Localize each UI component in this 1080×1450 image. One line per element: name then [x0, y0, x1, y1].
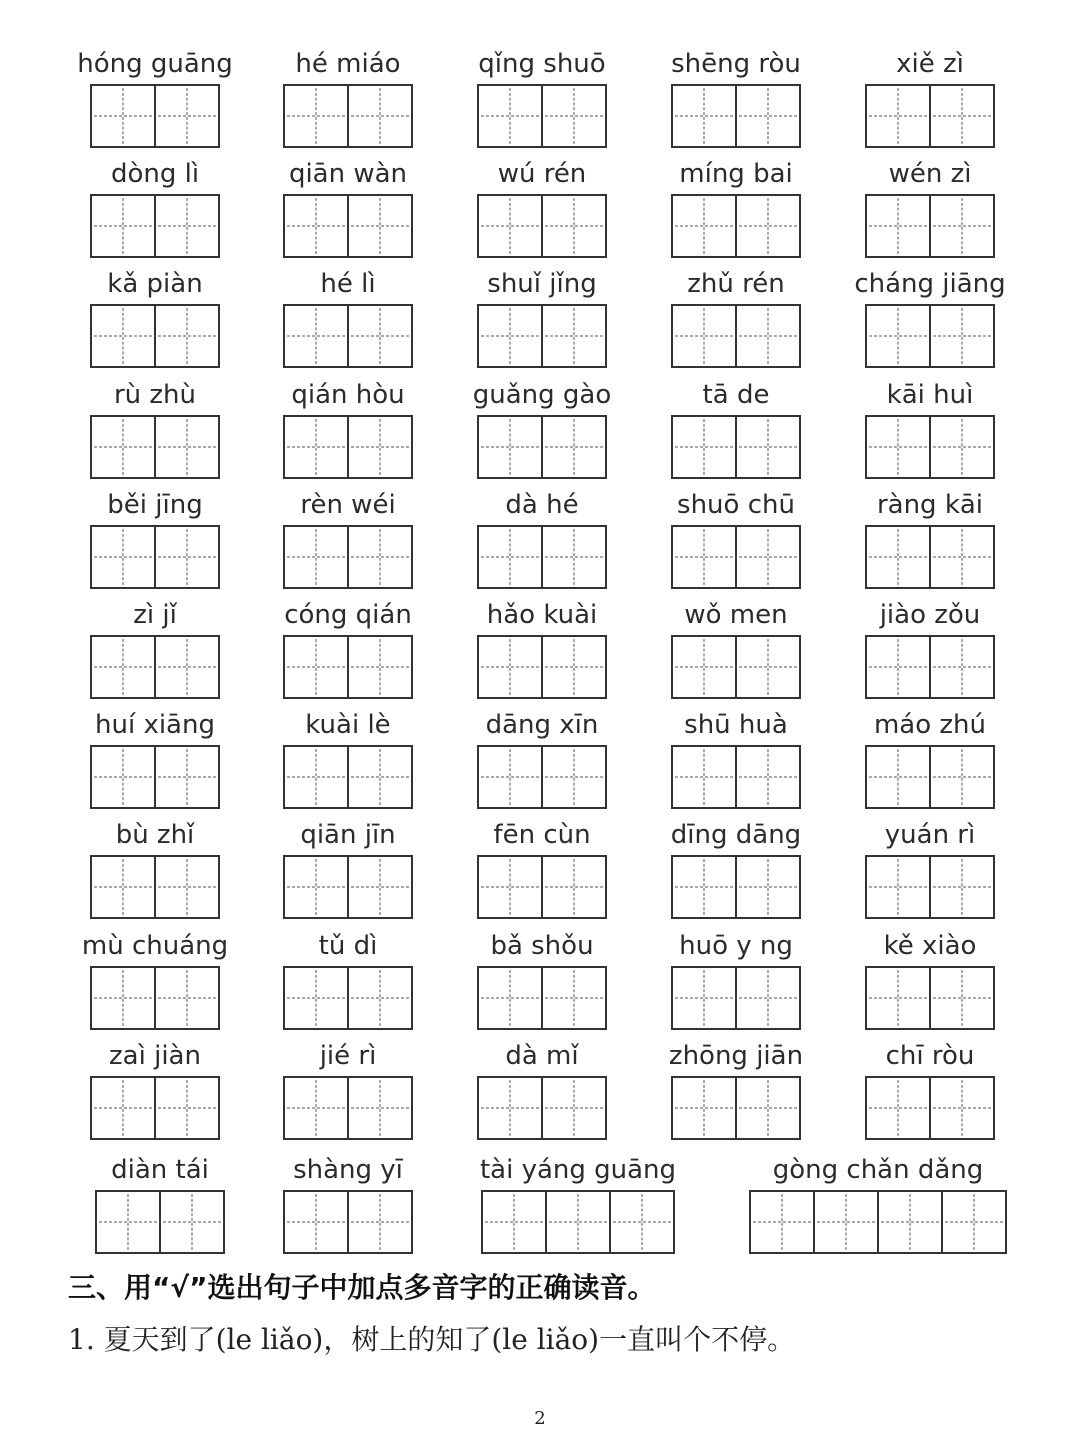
question-1: 1. 夏天到了(le liǎo)，树上的知了(le liǎo)一直叫个不停。 [68, 1323, 796, 1356]
page-number: 2 [534, 1408, 546, 1429]
writing-box[interactable] [671, 194, 737, 258]
writing-boxes [671, 84, 801, 148]
writing-box[interactable] [541, 855, 607, 919]
writing-box[interactable] [865, 304, 931, 368]
writing-box[interactable] [347, 745, 413, 809]
writing-boxes [283, 855, 413, 919]
writing-box[interactable] [865, 194, 931, 258]
pinyin-label: hé lì [320, 269, 376, 300]
word-cell [646, 485, 826, 595]
writing-boxes [671, 194, 801, 258]
writing-boxes [671, 745, 801, 809]
writing-boxes [283, 304, 413, 368]
word-cell [65, 154, 245, 264]
writing-boxes [90, 194, 220, 258]
word-cell [840, 485, 1020, 595]
writing-box[interactable] [541, 525, 607, 589]
word-cell [646, 705, 826, 815]
writing-box[interactable] [154, 194, 220, 258]
pinyin-label: hǎo kuài [486, 600, 598, 630]
writing-boxes [90, 855, 220, 919]
writing-boxes [477, 1076, 607, 1140]
word-row [0, 1036, 1080, 1146]
writing-box[interactable] [159, 1190, 225, 1254]
word-cell [452, 926, 632, 1036]
word-cell [65, 264, 245, 374]
pinyin-label: shuō chū [677, 489, 795, 520]
writing-boxes [477, 855, 607, 919]
word-cell [258, 595, 438, 705]
word-cell [840, 595, 1020, 705]
pinyin-label: zaì jiàn [109, 1040, 201, 1071]
writing-box[interactable] [347, 194, 413, 258]
word-cell [459, 1150, 697, 1260]
pinyin-label: dāng xīn [485, 710, 599, 741]
writing-boxes [283, 1076, 413, 1140]
writing-box[interactable] [865, 635, 931, 699]
word-cell [258, 485, 438, 595]
word-cell [646, 264, 826, 374]
writing-boxes [283, 525, 413, 589]
writing-box[interactable] [154, 525, 220, 589]
writing-box[interactable] [477, 855, 543, 919]
word-cell [840, 815, 1020, 925]
pinyin-label: jiào zǒu [879, 600, 981, 630]
pinyin-label: dà mǐ [505, 1040, 579, 1071]
writing-box[interactable] [929, 745, 995, 809]
writing-box[interactable] [283, 745, 349, 809]
word-cell [840, 44, 1020, 154]
pinyin-label: tài yáng guāng [479, 1155, 677, 1185]
writing-box[interactable] [90, 855, 156, 919]
pinyin-label: bǎ shǒu [490, 930, 594, 961]
word-cell [65, 375, 245, 485]
pinyin-label: chī ròu [885, 1040, 975, 1071]
word-row [0, 375, 1080, 485]
writing-box[interactable] [347, 304, 413, 368]
word-cell [70, 1150, 250, 1260]
writing-boxes [90, 635, 220, 699]
writing-box[interactable] [735, 635, 801, 699]
writing-box[interactable] [90, 966, 156, 1030]
writing-box[interactable] [541, 194, 607, 258]
writing-box[interactable] [154, 304, 220, 368]
word-cell [646, 154, 826, 264]
word-cell [452, 264, 632, 374]
pinyin-label: hóng guāng [77, 49, 233, 79]
writing-box[interactable] [929, 1076, 995, 1140]
writing-box[interactable] [90, 635, 156, 699]
pinyin-label: zì jǐ [133, 600, 177, 630]
pinyin-label: shū huà [684, 710, 788, 741]
writing-box[interactable] [735, 194, 801, 258]
pinyin-label: máo zhú [873, 710, 987, 741]
pinyin-label: cóng qián [284, 600, 412, 630]
pinyin-label: kǎ piàn [107, 269, 203, 300]
writing-box[interactable] [813, 1190, 879, 1254]
writing-box[interactable] [90, 84, 156, 148]
writing-box[interactable] [477, 194, 543, 258]
word-cell [840, 926, 1020, 1036]
writing-boxes [283, 966, 413, 1030]
word-cell [258, 926, 438, 1036]
word-cell [452, 815, 632, 925]
word-cell [65, 595, 245, 705]
writing-box[interactable] [541, 745, 607, 809]
writing-box[interactable] [347, 1076, 413, 1140]
writing-boxes [90, 525, 220, 589]
word-cell [646, 375, 826, 485]
word-cell [646, 1036, 826, 1146]
writing-box[interactable] [347, 1190, 413, 1254]
writing-box[interactable] [735, 855, 801, 919]
writing-boxes [90, 1076, 220, 1140]
pinyin-label: běi jīng [107, 489, 203, 520]
writing-box[interactable] [865, 415, 931, 479]
writing-box[interactable] [283, 525, 349, 589]
pinyin-label: dīng dāng [670, 820, 802, 851]
pinyin-label: kuài lè [305, 710, 391, 741]
writing-box[interactable] [154, 745, 220, 809]
writing-boxes [477, 304, 607, 368]
writing-box[interactable] [283, 635, 349, 699]
word-cell [65, 44, 245, 154]
word-cell [65, 705, 245, 815]
writing-boxes [283, 415, 413, 479]
pinyin-label: jié rì [319, 1040, 377, 1071]
writing-box[interactable] [90, 1076, 156, 1140]
writing-box[interactable] [283, 304, 349, 368]
word-row [0, 815, 1080, 925]
writing-box[interactable] [90, 194, 156, 258]
writing-box[interactable] [735, 1076, 801, 1140]
writing-box[interactable] [671, 1076, 737, 1140]
writing-box[interactable] [545, 1190, 611, 1254]
writing-box[interactable] [477, 745, 543, 809]
pinyin-label: tā de [702, 379, 770, 410]
pinyin-label: diàn tái [111, 1155, 209, 1185]
writing-boxes [865, 635, 995, 699]
writing-box[interactable] [671, 966, 737, 1030]
writing-box[interactable] [671, 635, 737, 699]
pinyin-label: rù zhù [113, 379, 197, 410]
writing-box[interactable] [90, 415, 156, 479]
writing-box[interactable] [865, 966, 931, 1030]
writing-box[interactable] [90, 745, 156, 809]
writing-box[interactable] [481, 1190, 547, 1254]
writing-boxes [671, 1076, 801, 1140]
writing-box[interactable] [735, 84, 801, 148]
writing-box[interactable] [941, 1190, 1007, 1254]
writing-box[interactable] [671, 855, 737, 919]
writing-boxes [671, 415, 801, 479]
writing-box[interactable] [541, 415, 607, 479]
word-cell [452, 1036, 632, 1146]
pinyin-label: shuǐ jǐng [487, 269, 597, 300]
pinyin-label: tǔ dì [318, 930, 378, 961]
writing-boxes [477, 966, 607, 1030]
writing-box[interactable] [347, 635, 413, 699]
word-cell [452, 154, 632, 264]
writing-box[interactable] [154, 1076, 220, 1140]
word-row [0, 154, 1080, 264]
word-row [0, 705, 1080, 815]
writing-box[interactable] [347, 84, 413, 148]
pinyin-label: fēn cùn [493, 820, 591, 851]
pinyin-label: qiān wàn [288, 159, 408, 190]
pinyin-label: guǎng gào [472, 379, 612, 410]
word-cell [840, 264, 1020, 374]
writing-box[interactable] [865, 1076, 931, 1140]
writing-boxes [283, 1190, 413, 1254]
writing-box[interactable] [90, 304, 156, 368]
writing-boxes [477, 635, 607, 699]
writing-box[interactable] [541, 304, 607, 368]
word-cell [452, 595, 632, 705]
writing-box[interactable] [865, 745, 931, 809]
pinyin-label: cháng jiāng [854, 269, 1006, 300]
writing-box[interactable] [283, 966, 349, 1030]
word-cell [65, 1036, 245, 1146]
writing-box[interactable] [477, 415, 543, 479]
word-cell [840, 375, 1020, 485]
writing-box[interactable] [671, 525, 737, 589]
writing-box[interactable] [671, 304, 737, 368]
pinyin-label: dòng lì [110, 159, 200, 190]
writing-box[interactable] [283, 194, 349, 258]
writing-box[interactable] [541, 1076, 607, 1140]
writing-box[interactable] [154, 635, 220, 699]
word-cell [258, 375, 438, 485]
writing-boxes [865, 855, 995, 919]
pinyin-label: qiān jīn [300, 820, 396, 851]
word-cell [646, 926, 826, 1036]
pinyin-label: zhǔ rén [687, 269, 785, 300]
writing-box[interactable] [929, 966, 995, 1030]
word-cell [726, 1150, 1030, 1260]
writing-box[interactable] [671, 84, 737, 148]
writing-box[interactable] [477, 84, 543, 148]
writing-boxes [90, 745, 220, 809]
writing-box[interactable] [477, 1076, 543, 1140]
writing-box[interactable] [154, 855, 220, 919]
writing-box[interactable] [929, 855, 995, 919]
writing-boxes [671, 855, 801, 919]
pinyin-label: qǐng shuō [478, 49, 606, 79]
pinyin-label: wén zì [888, 159, 972, 190]
word-row-last [0, 1150, 1080, 1260]
word-cell [840, 705, 1020, 815]
writing-boxes [477, 194, 607, 258]
pinyin-label: huí xiāng [95, 710, 215, 741]
writing-box[interactable] [477, 635, 543, 699]
pinyin-label: kě xiào [883, 930, 977, 961]
pinyin-label: qián hòu [291, 379, 405, 410]
pinyin-label: huō y ng [679, 930, 793, 961]
pinyin-label: zhōng jiān [668, 1040, 804, 1071]
writing-boxes [865, 1076, 995, 1140]
pinyin-label: kāi huì [886, 379, 974, 410]
writing-box[interactable] [347, 415, 413, 479]
writing-box[interactable] [929, 304, 995, 368]
writing-boxes [671, 966, 801, 1030]
section-title: 三、用“√”选出句子中加点多音字的正确读音。 [68, 1271, 656, 1304]
writing-boxes [283, 84, 413, 148]
word-row [0, 595, 1080, 705]
word-cell [258, 1036, 438, 1146]
writing-box[interactable] [735, 745, 801, 809]
writing-box[interactable] [154, 415, 220, 479]
writing-box[interactable] [877, 1190, 943, 1254]
word-cell [65, 485, 245, 595]
writing-box[interactable] [929, 635, 995, 699]
writing-box[interactable] [735, 525, 801, 589]
writing-boxes [671, 635, 801, 699]
writing-boxes [90, 966, 220, 1030]
word-cell [452, 44, 632, 154]
writing-boxes [90, 415, 220, 479]
word-cell [840, 154, 1020, 264]
writing-box[interactable] [477, 966, 543, 1030]
writing-box[interactable] [735, 966, 801, 1030]
writing-box[interactable] [541, 635, 607, 699]
pinyin-label: ràng kāi [876, 489, 984, 520]
writing-boxes [90, 304, 220, 368]
pinyin-label: shēng ròu [671, 49, 801, 79]
pinyin-label: rèn wéi [300, 489, 396, 520]
writing-box[interactable] [347, 966, 413, 1030]
writing-box[interactable] [735, 304, 801, 368]
writing-boxes [95, 1190, 225, 1254]
word-cell [258, 154, 438, 264]
pinyin-label: hé miáo [295, 49, 401, 79]
pinyin-label: wú rén [497, 159, 587, 190]
word-cell [452, 485, 632, 595]
writing-box[interactable] [477, 525, 543, 589]
word-cell [258, 1150, 438, 1260]
writing-boxes [481, 1190, 675, 1254]
writing-box[interactable] [154, 966, 220, 1030]
pinyin-label: wǒ men [684, 600, 788, 630]
writing-box[interactable] [929, 194, 995, 258]
word-cell [646, 44, 826, 154]
writing-box[interactable] [283, 84, 349, 148]
word-cell [258, 44, 438, 154]
writing-box[interactable] [865, 855, 931, 919]
writing-boxes [477, 525, 607, 589]
word-cell [258, 264, 438, 374]
writing-box[interactable] [671, 415, 737, 479]
writing-box[interactable] [347, 855, 413, 919]
word-cell [646, 815, 826, 925]
writing-box[interactable] [929, 84, 995, 148]
writing-boxes [477, 84, 607, 148]
word-cell [452, 705, 632, 815]
word-cell [452, 375, 632, 485]
pinyin-label: shàng yī [293, 1155, 403, 1185]
writing-boxes [283, 745, 413, 809]
pinyin-label: míng bai [679, 159, 793, 190]
word-cell [258, 815, 438, 925]
word-cell [65, 815, 245, 925]
writing-boxes [865, 966, 995, 1030]
word-row [0, 926, 1080, 1036]
writing-boxes [865, 194, 995, 258]
writing-box[interactable] [541, 966, 607, 1030]
writing-box[interactable] [541, 84, 607, 148]
writing-boxes [865, 745, 995, 809]
writing-boxes [671, 525, 801, 589]
writing-boxes [283, 635, 413, 699]
writing-box[interactable] [283, 1190, 349, 1254]
writing-box[interactable] [671, 745, 737, 809]
writing-box[interactable] [865, 84, 931, 148]
writing-boxes [749, 1190, 1007, 1254]
writing-box[interactable] [929, 525, 995, 589]
word-cell [840, 1036, 1020, 1146]
word-cell [258, 705, 438, 815]
writing-box[interactable] [347, 525, 413, 589]
word-row [0, 44, 1080, 154]
writing-box[interactable] [929, 415, 995, 479]
writing-box[interactable] [283, 855, 349, 919]
writing-box[interactable] [283, 415, 349, 479]
writing-box[interactable] [283, 1076, 349, 1140]
writing-boxes [477, 745, 607, 809]
writing-box[interactable] [865, 525, 931, 589]
writing-boxes [477, 415, 607, 479]
writing-box[interactable] [735, 415, 801, 479]
writing-box[interactable] [749, 1190, 815, 1254]
word-cell [65, 926, 245, 1036]
word-row [0, 485, 1080, 595]
writing-boxes [283, 194, 413, 258]
writing-box[interactable] [477, 304, 543, 368]
pinyin-label: bù zhǐ [115, 820, 195, 851]
writing-box[interactable] [95, 1190, 161, 1254]
word-cell [646, 595, 826, 705]
pinyin-label: dà hé [505, 489, 579, 520]
writing-box[interactable] [609, 1190, 675, 1254]
writing-box[interactable] [154, 84, 220, 148]
writing-boxes [865, 84, 995, 148]
pinyin-label: xiě zì [896, 49, 964, 79]
pinyin-label: mù chuáng [81, 930, 229, 961]
word-row [0, 264, 1080, 374]
writing-boxes [671, 304, 801, 368]
writing-box[interactable] [90, 525, 156, 589]
pinyin-label: gòng chǎn dǎng [772, 1155, 984, 1185]
pinyin-label: yuán rì [884, 820, 976, 851]
writing-boxes [865, 304, 995, 368]
writing-boxes [865, 415, 995, 479]
writing-boxes [865, 525, 995, 589]
writing-boxes [90, 84, 220, 148]
